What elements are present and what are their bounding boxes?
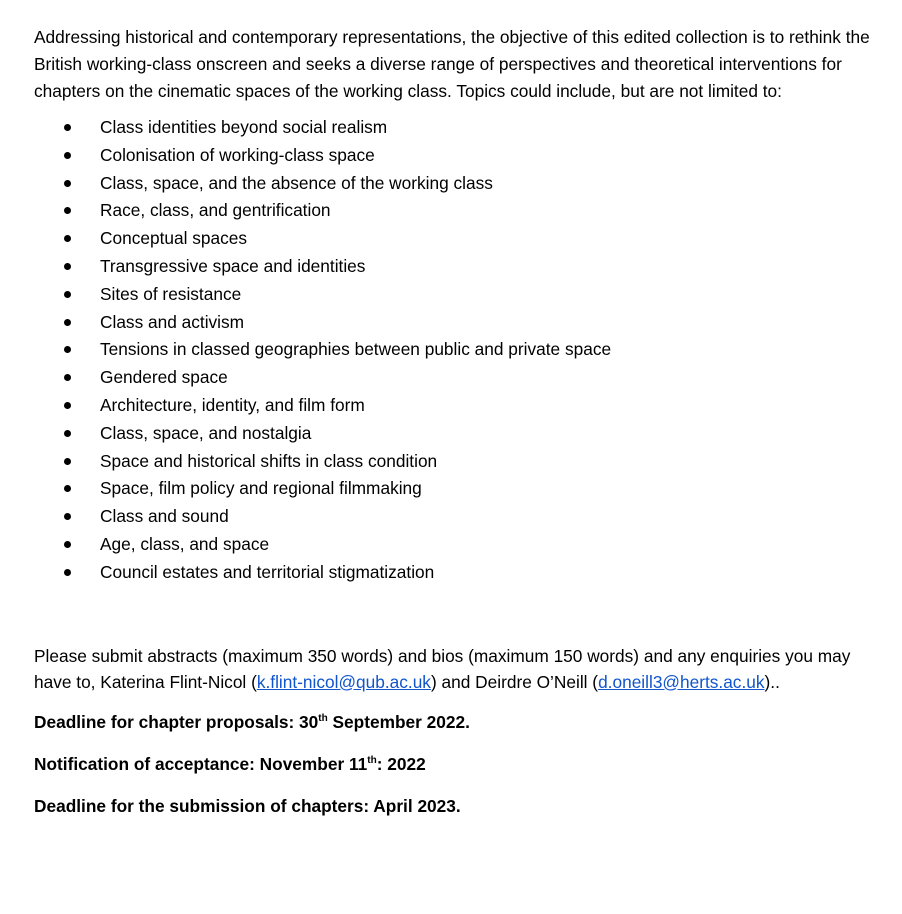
topic-label: Class, space, and the absence of the working class [100,172,493,193]
topic-label: Transgressive space and identities [100,255,366,276]
topic-label: Sites of resistance [100,283,242,304]
bullet-icon [64,346,71,353]
deadline-submission: Deadline for the submission of chapters: April 2023. [34,795,461,816]
bullet-icon [64,513,71,520]
topic-label: Class and sound [100,506,229,527]
bullet-icon [64,485,71,492]
notification-of-acceptance: Notification of acceptance: November 11th: 2022 [34,753,426,774]
topic-label: Space, film policy and regional filmmaking [100,478,422,499]
bullet-icon [64,319,71,326]
submission-text-middle: ) and Deirdre O’Neill ( [430,671,599,692]
topic-label: Class, space, and nostalgia [100,422,312,443]
topic-item [34,170,874,198]
submission-paragraph [34,643,874,695]
bullet-icon [64,152,71,159]
topics-list [34,114,874,587]
submission-text-after: ).. [764,671,780,692]
bullet-icon [64,235,71,242]
document-page [34,24,874,819]
topic-label: Class identities beyond social realism [100,117,388,137]
bullet-icon [64,569,71,576]
topic-item [34,503,874,531]
bullet-icon [64,458,71,465]
topic-label: Gendered space [100,367,228,388]
topic-item [34,475,874,503]
bullet-icon [64,207,71,214]
topic-item [34,448,874,476]
email-link-flint-nicol[interactable]: k.flint-nicol@qub.ac.uk [256,671,431,692]
topic-item [34,253,874,281]
topic-item [34,531,874,559]
submission-text-before: Please submit abstracts (maximum 350 words) and bios (maximum 150 words) and any enquiries you may have to, Katerina Flint-Nicol ( [34,645,851,692]
topic-label: Colonisation of working-class space [100,144,375,165]
topic-label: Race, class, and gentrification [100,200,331,221]
bullet-icon [64,124,71,131]
bullet-icon [64,263,71,270]
topic-label: Class and activism [100,311,245,332]
topic-item [34,392,874,420]
topic-item [34,225,874,253]
bullet-icon [64,291,71,298]
email-link-oneill[interactable]: d.oneill3@herts.ac.uk [598,671,765,692]
bullet-icon [64,430,71,437]
intro-paragraph: Addressing historical and contemporary representations, the objective of this edited collection is to rethink the British working-class onscreen and seeks a diverse range of perspectives and theoretical interventions for chapters on the cinematic spaces of the working class. Topics could include, but are not limited to: [34,27,870,101]
bullet-icon [64,541,71,548]
topic-item [34,336,874,364]
topic-item [34,142,874,170]
topic-item [34,309,874,337]
topic-item [34,559,874,587]
topic-item [34,364,874,392]
topic-item [34,420,874,448]
topic-label: Tensions in classed geographies between public and private space [100,339,612,360]
topic-label: Space and historical shifts in class condition [100,450,438,471]
topic-label: Conceptual spaces [100,228,247,249]
topic-item [34,281,874,309]
topic-label: Council estates and territorial stigmatization [100,561,435,582]
bullet-icon [64,180,71,187]
topic-label: Architecture, identity, and film form [100,394,365,415]
deadline-proposals: Deadline for chapter proposals: 30th September 2022. [34,711,470,732]
topic-label: Age, class, and space [100,533,270,554]
bullet-icon [64,374,71,381]
topic-item [34,114,874,142]
topic-item [34,197,874,225]
bullet-icon [64,402,71,409]
